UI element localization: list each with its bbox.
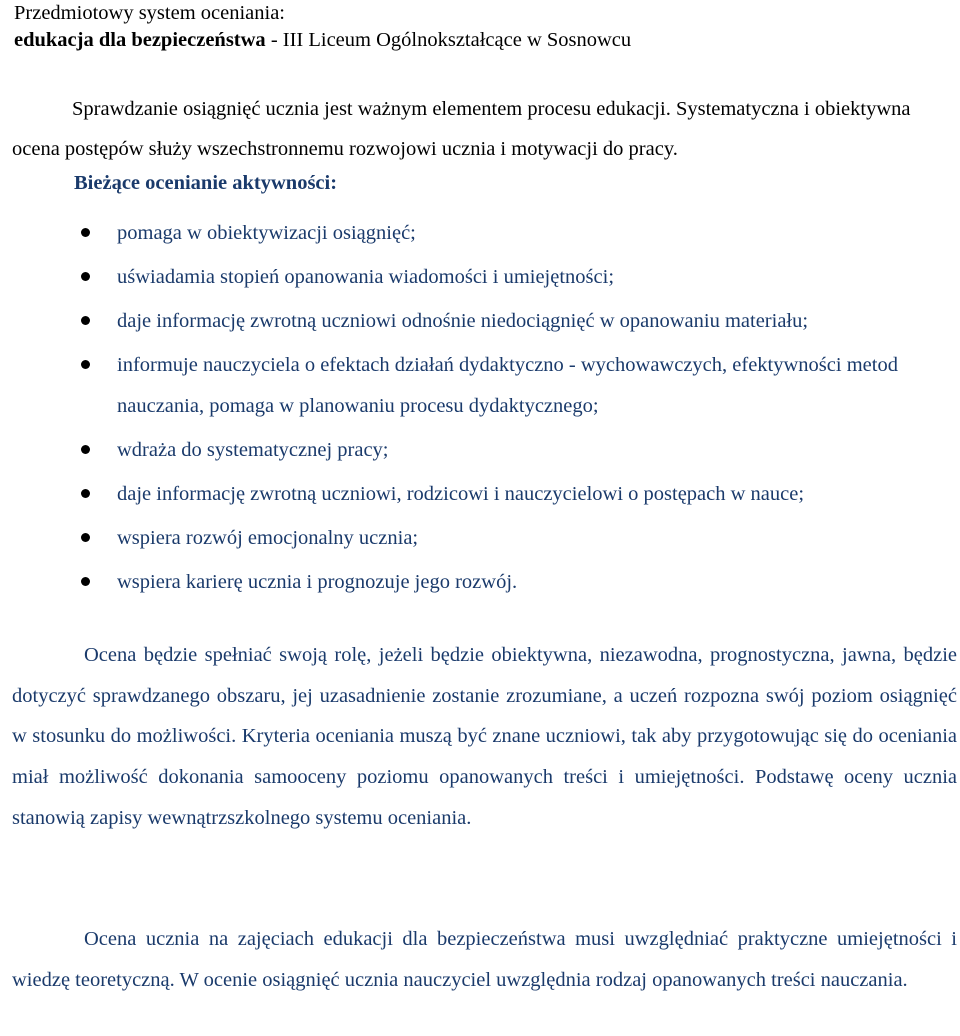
list-item [0, 430, 960, 470]
bullet-icon [81, 489, 90, 498]
evaluation-paragraph [12, 635, 957, 839]
list-item-text: pomaga w obiektywizacji osiągnięć; [117, 222, 416, 244]
list-item [0, 518, 960, 558]
document-header [14, 0, 944, 54]
bullet-icon [81, 360, 90, 369]
list-item [0, 474, 960, 514]
bullet-icon [81, 533, 90, 542]
list-item [0, 345, 960, 426]
bullet-icon [81, 445, 90, 454]
evaluation-paragraph-part1: Ocena będzie spełniać swoją rolę, jeżeli będzie obiektywna, niezawodna, prognostyczna, jawna, będzie dotyczyć sprawdzanego obszaru, jej uzasadnienie zostanie zrozumiane, a uczeń rozpozna swój poziom osiągnięć w stosunku do możliwości. [12, 644, 957, 748]
school-name: - III Liceum Ogólnokształcące w Sosnowcu [265, 29, 632, 51]
list-item-text: wdraża do systematycznej pracy; [117, 439, 389, 461]
list-item-text: wspiera rozwój emocjonalny ucznia; [117, 527, 419, 549]
bullet-icon [81, 228, 90, 237]
list-item-text: uświadamia stopień opanowania wiadomości i umiejętności; [117, 266, 615, 288]
bullet-icon [81, 577, 90, 586]
assessment-list [0, 213, 960, 606]
list-item-text: daje informację zwrotną uczniowi odnośnie niedociągnięć w opanowaniu materiału; [117, 310, 809, 332]
list-item [0, 562, 960, 602]
list-item [0, 213, 960, 253]
list-item [0, 301, 960, 341]
header-title: Przedmiotowy system oceniania: [14, 2, 285, 24]
evaluation-paragraph-part2: Kryteria oceniania muszą być znane uczniowi, tak aby przygotowując się do oceniania miał możliwość dokonania samooceny poziomu opanowanych treści i umiejętności. Podstawę oceny ucznia stanowią zapisy wewnątrzszkolnego systemu oceniania. [12, 725, 958, 829]
section-heading: Bieżące ocenianie aktywności: [74, 172, 338, 194]
bullet-icon [81, 316, 90, 325]
intro-paragraph: Sprawdzanie osiągnięć ucznia jest ważnym elementem procesu edukacji. Systematyczna i obiektywna ocena postępów służy wszechstronnemu rozwojowi ucznia i motywacji do pracy. [12, 98, 911, 160]
header-subject-line [14, 27, 944, 54]
subject-name: edukacja dla bezpieczeństwa [14, 29, 266, 51]
list-item-text: wspiera karierę ucznia i prognozuje jego rozwój. [117, 571, 518, 593]
bullet-icon [81, 272, 90, 281]
list-item [0, 257, 960, 297]
list-item-text: daje informację zwrotną uczniowi, rodzicowi i nauczycielowi o postępach w nauce; [117, 483, 805, 505]
list-item-text: informuje nauczyciela o efektach działań dydaktyczno - wychowawczych, efektywności metod nauczania, pomaga w planowaniu procesu dydaktycznego; [117, 354, 898, 417]
subject-evaluation-paragraph: Ocena ucznia na zajęciach edukacji dla bezpieczeństwa musi uwzględniać praktyczne umiejętności i wiedzę teoretyczną. W ocenie osiągnięć ucznia nauczyciel uwzględnia rodzaj opanowanych treści nauczania. [12, 928, 957, 991]
